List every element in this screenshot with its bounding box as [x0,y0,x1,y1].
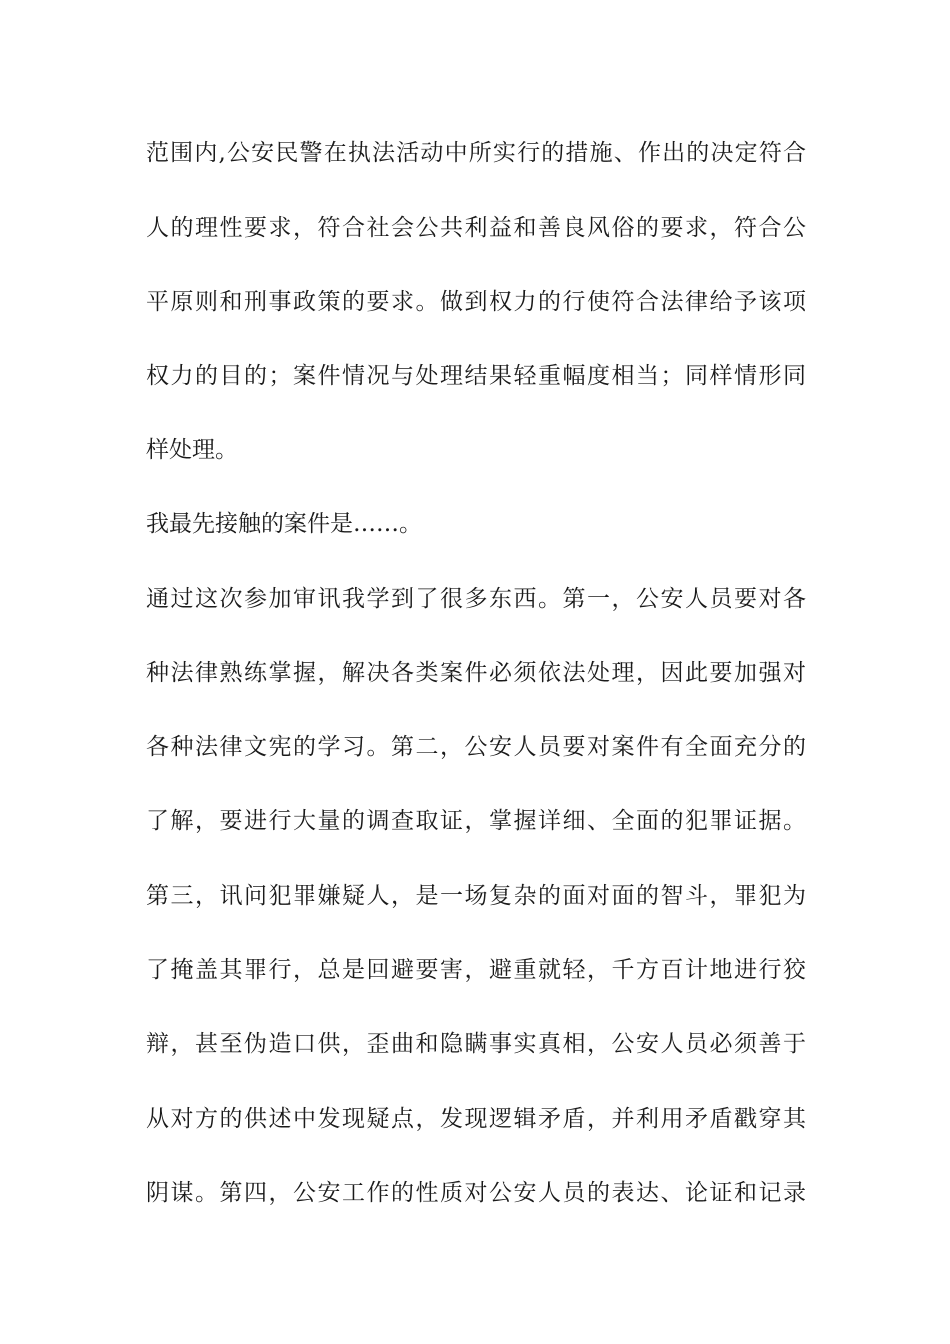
text-line: 了解，要进行大量的调查取证，掌握详细、全面的犯罪证据。 [146,808,806,834]
text-line: 范围内,公安民警在执法活动中所实行的措施、作出的决定符合 [146,140,806,166]
text-line: 样处理。 [146,437,238,463]
text-line: 权力的目的；案件情况与处理结果轻重幅度相当；同样情形同 [146,363,806,389]
text-line: 平原则和刑事政策的要求。做到权力的行使符合法律给予该项 [146,289,806,315]
text-line: 种法律熟练掌握，解决各类案件必须依法处理，因此要加强对 [146,660,806,686]
text-line: 各种法律文宪的学习。第二，公安人员要对案件有全面充分的 [146,734,806,760]
text-line: 通过这次参加审讯我学到了很多东西。第一，公安人员要对各 [146,586,806,612]
text-line: 辩，甚至伪造口供，歪曲和隐瞒事实真相，公安人员必须善于 [146,1031,806,1057]
text-line: 从对方的供述中发现疑点，发现逻辑矛盾，并利用矛盾戳穿其 [146,1106,806,1132]
text-line: 人的理性要求，符合社会公共利益和善良风俗的要求，符合公 [146,215,806,241]
text-line: 第三，讯问犯罪嫌疑人，是一场复杂的面对面的智斗，罪犯为 [146,883,806,909]
text-line: 阴谋。第四，公安工作的性质对公安人员的表达、论证和记录 [146,1180,806,1206]
text-line: 了掩盖其罪行，总是回避要害，避重就轻，千方百计地进行狡 [146,957,806,983]
text-line: 我最先接触的案件是……。 [146,511,422,537]
